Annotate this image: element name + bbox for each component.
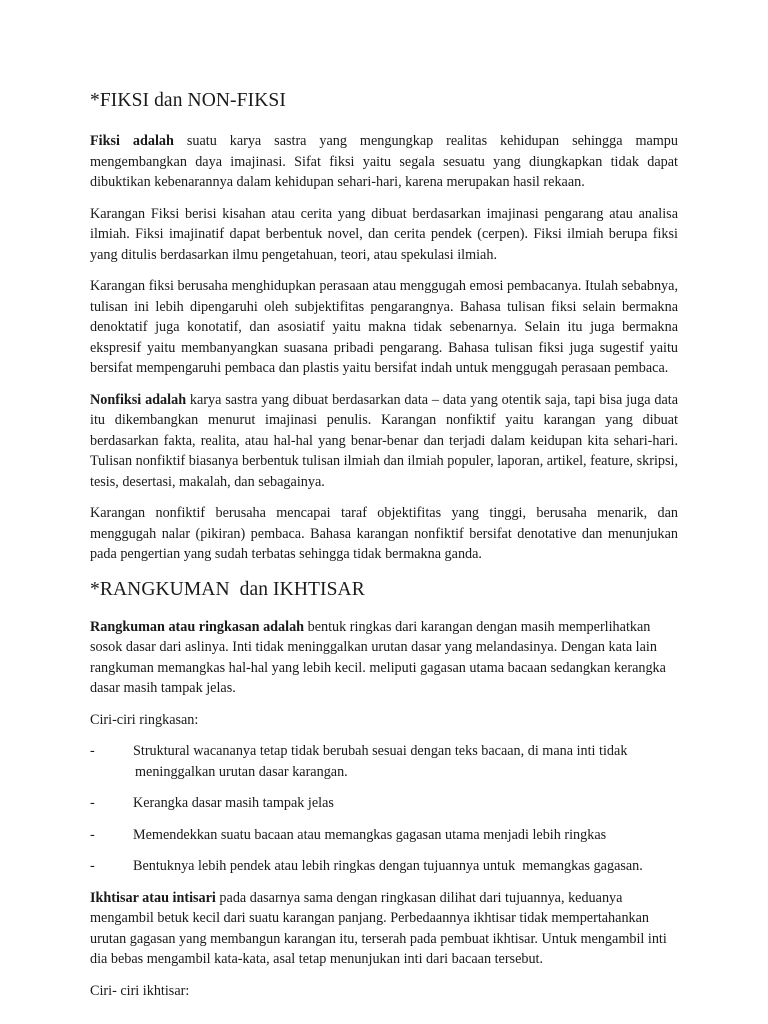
list-item [90, 793, 678, 814]
paragraph-fiksi-content: Karangan Fiksi berisi kisahan atau cerita yang dibuat berdasarkan imajinasi pengarang atau analisa ilmiah. Fiksi imajinatif dapat berbentuk novel, dan cerita pendek (cerpen). Fiksi ilmiah berupa fiksi yang ditulis berdasarkan ilmu pengetahuan, teori, atau spekulasi ilmiah. [90, 205, 678, 263]
term-nonfiksi: Nonfiksi adalah [90, 391, 187, 408]
list-item-text: Struktural wacananya tetap tidak berubah sesuai dengan teks bacaan, di mana inti tidak [133, 743, 628, 759]
paragraph-ikhtisar-definition [90, 888, 678, 970]
list-item [90, 741, 678, 782]
bullet-dash: - [90, 795, 95, 811]
paragraph-nonfiksi-language: Karangan nonfiktif berusaha mencapai taraf objektifitas yang tinggi, berusaha menarik, dan menggugah nalar (pikiran) pembaca. Bahasa karangan nonfiktif bersifat denotative dan menunjukan pada pengertian yang sudah terbatas sehingga tidak bermakna ganda. [90, 505, 678, 562]
paragraph-text: bentuk ringkas dari karangan dengan masih memperlihatkan sosok dasar dari aslinya. Inti tidak meninggalkan urutan dasar yang melandasinya. Dengan kata lain rangkuman memangkas hal-hal yang lebih kecil. meliputi gagasan utama bacaan sedangkan kerangka dasar masih tampak jelas. [90, 618, 666, 696]
section-heading-fiksi: *FIKSI dan NON-FIKSI [90, 90, 286, 111]
list-item-text-continued: meninggalkan urutan dasar karangan. [135, 763, 348, 780]
bullet-dash: - [90, 858, 95, 874]
list-item [90, 825, 678, 846]
document-page [90, 88, 678, 1001]
bullet-dash: - [90, 826, 95, 843]
list-item-text: Bentuknya lebih pendek atau lebih ringkas dengan tujuannya untuk memangkas gagasan. [133, 858, 643, 874]
paragraph-rangkuman-definition [90, 617, 678, 699]
paragraph-fiksi-definition [90, 131, 678, 193]
list-label-ciri-ringkasan: Ciri-ciri ringkasan: [90, 711, 199, 728]
list-item-text: Kerangka dasar masih tampak jelas [133, 795, 334, 811]
paragraph-text: karya sastra yang dibuat berdasarkan data – data yang otentik saja, tapi bisa juga data itu dikembangkan menurut imajinasi penulis. Karangan nonfiktif yaitu karangan yang dibuat berdasarkan fakta, realita, atau hal-hal yang benar-benar dan terjadi dalam keidupan kita sehari-hari. Tulisan nonfiktif biasanya berbentuk tulisan ilmiah dan ilmiah populer, laporan, artikel, feature, skripsi, tesis, desertasi, makalah, dan sebagainya. [90, 391, 678, 490]
list-item-text: Memendekkan suatu bacaan atau memangkas gagasan utama menjadi lebih ringkas [133, 826, 607, 843]
list-label-ciri-ikhtisar: Ciri- ciri ikhtisar: [90, 982, 190, 999]
paragraph-fiksi-language: Karangan fiksi berusaha menghidupkan perasaan atau menggugah emosi pembacanya. Itulah sebabnya, tulisan ini lebih dipengaruhi oleh subjektifitas pengarangnya. Bahasa tulisan fiksi selain bermakna denoktatif juga konotatif, dan asosiatif yaitu makna tidak sebenarnya. Selain itu juga bermakna ekspresif yaitu membanyangkan suasana pribadi pengarang. Bahasa tulisan fiksi juga sugestif yaitu bersifat mempengaruhi pembaca dan plastis yaitu bersifat indah untuk menggugah perasaan pembaca. [90, 278, 678, 376]
paragraph-text: suatu karya sastra yang mengungkap realitas kehidupan sehingga mampu mengembangkan daya imajinasi. Sifat fiksi yaitu segala sesuatu yang diungkapkan tidak dapat dibuktikan kebenarannya dalam kehidupan sehari-hari, karena merupakan hasil rekaan. [90, 133, 678, 190]
term-ikhtisar: Ikhtisar atau intisari [90, 889, 216, 906]
term-fiksi: Fiksi adalah [90, 133, 174, 149]
list-item [90, 856, 678, 877]
term-rangkuman: Rangkuman atau ringkasan adalah [90, 618, 305, 635]
paragraph-nonfiksi-definition [90, 390, 678, 493]
paragraph-text: pada dasarnya sama dengan ringkasan dilihat dari tujuannya, keduanya mengambil betuk kecil dari suatu karangan panjang. Perbedaannya ikhtisar tidak mempertahankan urutan gagasan yang membangun karangan itu, terserah pada pembuat ikhtisar. Untuk mengambil inti dia bebas mengambil kata-kata, asal tetap menunjukan inti dari bacaan tersebut. [90, 889, 667, 967]
bullet-dash: - [90, 743, 95, 759]
section-heading-rangkuman: *RANGKUMAN dan IKHTISAR [90, 578, 365, 600]
